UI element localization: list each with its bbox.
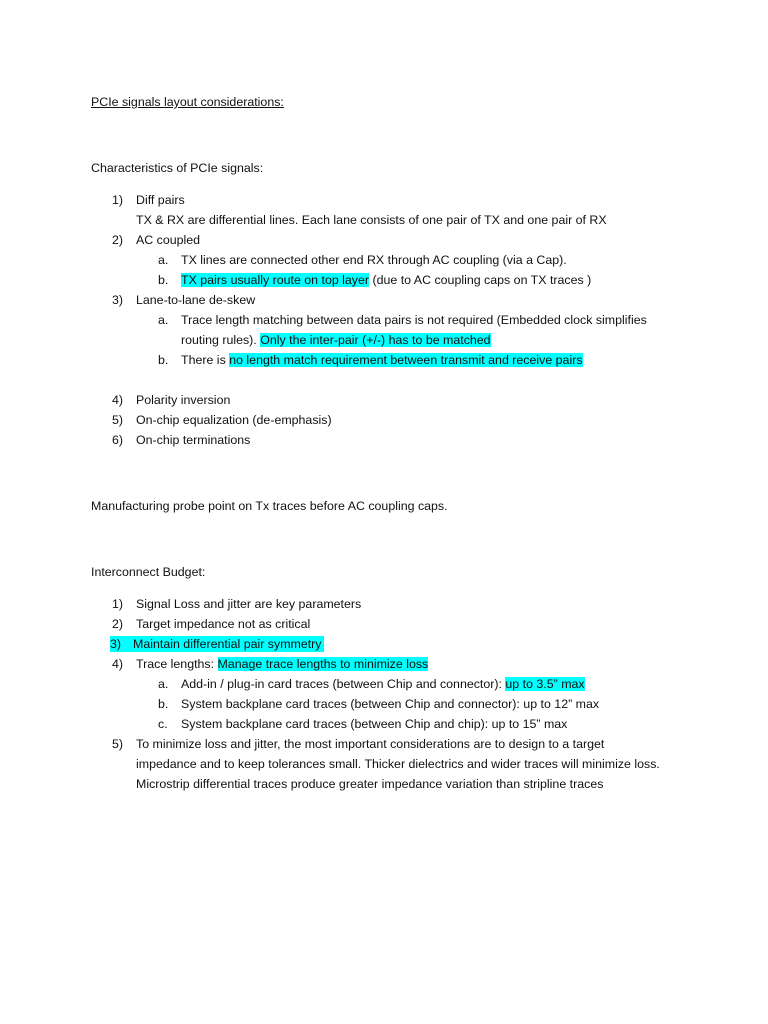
characteristics-heading: Characteristics of PCIe signals: — [91, 161, 264, 175]
highlight: Manage trace lengths to minimize loss — [217, 657, 429, 671]
list-item: Diff pairs — [136, 193, 185, 207]
list-number: 4) — [112, 393, 124, 407]
list-item — [136, 656, 428, 672]
sub-item-text: There is — [181, 353, 230, 367]
list-item: Signal Loss and jitter are key parameters — [136, 597, 362, 611]
list-item: On-chip equalization (de-emphasis) — [136, 413, 332, 427]
highlight: Only the inter-pair (+/-) has to be matched — [260, 333, 491, 347]
list-item-cont: impedance and to keep tolerances small. Thicker dielectrics and wider traces will minimize loss. — [136, 757, 660, 771]
sub-letter: a. — [158, 313, 169, 327]
list-number: 2) — [112, 617, 124, 631]
list-number: 1) — [112, 193, 124, 207]
list-item: AC coupled — [136, 233, 201, 247]
sub-letter: b. — [158, 697, 169, 711]
sub-item: Trace length matching between data pairs is not required (Embedded clock simplifies — [181, 313, 647, 327]
sub-item — [181, 272, 591, 288]
list-item: Polarity inversion — [136, 393, 231, 407]
page-title: PCIe signals layout considerations: — [91, 95, 284, 109]
list-item-cont: Microstrip differential traces produce greater impedance variation than stripline traces — [136, 777, 604, 791]
sub-item — [181, 676, 585, 692]
list-number: 3) — [110, 637, 122, 651]
list-item: Lane-to-lane de-skew — [136, 293, 256, 307]
list-number: 2) — [112, 233, 124, 247]
sub-letter: b. — [158, 353, 169, 367]
sub-item: System backplane card traces (between Chip and connector): up to 12” max — [181, 697, 600, 711]
sub-item-text: Add-in / plug-in card traces (between Chip and connector): — [181, 677, 506, 691]
sub-item-text: (due to AC coupling caps on TX traces ) — [369, 273, 592, 287]
highlight: TX pairs usually route on top layer — [181, 273, 370, 287]
list-number: 1) — [112, 597, 124, 611]
sub-letter: a. — [158, 253, 169, 267]
list-number: 3) — [112, 293, 124, 307]
highlight: no length match requirement between transmit and receive pairs — [229, 353, 583, 367]
sub-item — [181, 352, 583, 368]
highlight: up to 3.5” max — [505, 677, 585, 691]
sub-item-cont — [181, 332, 491, 348]
list-number: 5) — [112, 737, 124, 751]
sub-item-text: routing rules). — [181, 333, 261, 347]
sub-item: System backplane card traces (between Chip and chip): up to 15” max — [181, 717, 568, 731]
list-item: On-chip terminations — [136, 433, 251, 447]
list-item-desc: TX & RX are differential lines. Each lane consists of one pair of TX and one pair of RX — [136, 213, 607, 227]
sub-item: TX lines are connected other end RX through AC coupling (via a Cap). — [181, 253, 567, 267]
list-number: 4) — [112, 657, 124, 671]
sub-letter: b. — [158, 273, 169, 287]
sub-letter: a. — [158, 677, 169, 691]
list-item: To minimize loss and jitter, the most important considerations are to design to a target — [136, 737, 605, 751]
list-number: 5) — [112, 413, 124, 427]
list-item-text: Maintain differential pair symmetry — [133, 637, 322, 651]
budget-heading: Interconnect Budget: — [91, 565, 206, 579]
list-item: Target impedance not as critical — [136, 617, 311, 631]
highlighted-list-item — [110, 636, 324, 652]
probe-note: Manufacturing probe point on Tx traces before AC coupling caps. — [91, 499, 448, 513]
sub-letter: c. — [158, 717, 168, 731]
list-number: 6) — [112, 433, 124, 447]
list-item-text: Trace lengths: — [136, 657, 218, 671]
